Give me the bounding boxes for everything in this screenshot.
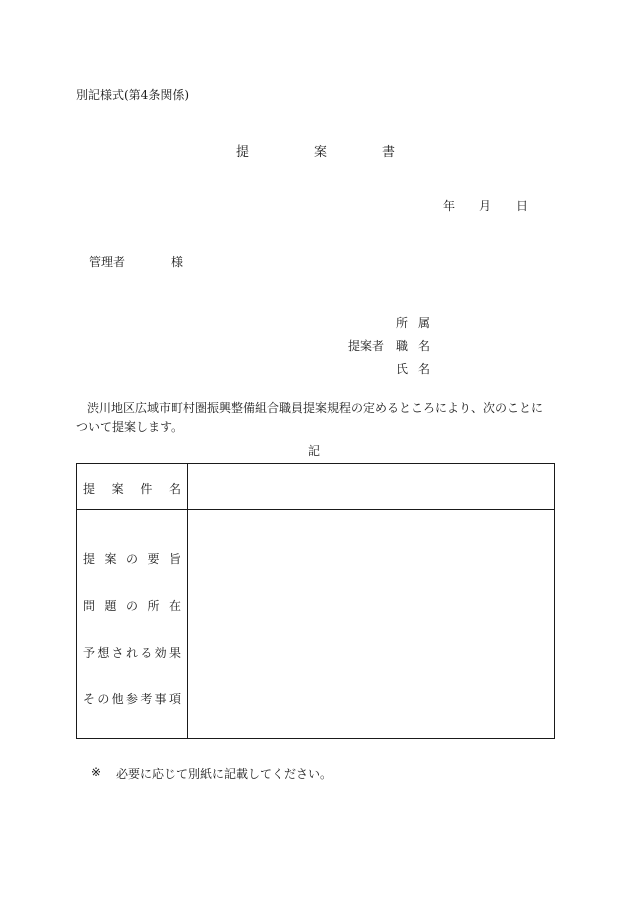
proposer-label-char: 名 [418, 362, 431, 376]
date-year: 年 [443, 199, 456, 213]
label-char: の [125, 599, 138, 613]
label-problem-location [83, 597, 181, 614]
label-char: 題 [104, 599, 117, 613]
title-char: 書 [382, 145, 396, 160]
label-char: 問 [83, 599, 96, 613]
label-char: 予 [83, 646, 96, 660]
label-char: 要 [147, 552, 160, 566]
label-char: 果 [168, 646, 181, 660]
table-divider [187, 464, 188, 738]
proposer-label-char: 所 [396, 316, 409, 330]
label-char: 提 [83, 552, 96, 566]
title-char: 提 [236, 145, 250, 160]
note-text: 必要に応じて別紙に記載してください。 [116, 767, 333, 781]
label-char: 提 [83, 482, 96, 496]
label-char: れ [125, 646, 138, 660]
label-char: 事 [154, 692, 167, 706]
label-char: 効 [154, 646, 167, 660]
label-char: 考 [140, 692, 153, 706]
label-char: 名 [168, 482, 181, 496]
proposer-label-char: 職 [396, 339, 409, 353]
proposer-row-name [348, 357, 440, 380]
date-line [443, 197, 528, 214]
proposal-table [76, 463, 555, 739]
label-char: の [97, 692, 110, 706]
note-mark: ※ [91, 765, 102, 779]
label-char: 在 [168, 599, 181, 613]
proposer-label-char: 氏 [396, 362, 409, 376]
label-char: る [140, 646, 153, 660]
label-char: 想 [97, 646, 110, 660]
addressee-label: 管理者 [89, 255, 126, 269]
label-char: 項 [168, 692, 181, 706]
label-expected-effect [83, 644, 181, 661]
proposer-block [348, 311, 440, 380]
label-char: 案 [104, 552, 117, 566]
proposer-group-label: 提案者 [348, 339, 385, 353]
label-char: 他 [111, 692, 124, 706]
proposer-row-position [348, 334, 440, 357]
ki-heading: 記 [308, 444, 321, 458]
proposer-label-char: 名 [418, 339, 431, 353]
label-proposal-name [83, 480, 181, 497]
title-char: 案 [314, 145, 328, 160]
date-month: 月 [479, 199, 492, 213]
addressee [89, 253, 183, 270]
label-char: さ [111, 646, 124, 660]
proposer-row-affiliation [348, 311, 440, 334]
label-proposal-summary [83, 550, 181, 567]
label-other-references [83, 690, 181, 707]
body-paragraph: 渋川地区広域市町村圏振興整備組合職員提案規程の定めるところにより、次のことについて提案します。 [76, 401, 544, 434]
label-char: 参 [125, 692, 138, 706]
document-title [236, 141, 395, 160]
label-char: 旨 [168, 552, 181, 566]
proposer-label-char: 属 [418, 316, 431, 330]
addressee-suffix: 様 [171, 255, 184, 269]
label-char: 所 [147, 599, 160, 613]
label-char: 件 [140, 482, 153, 496]
label-char: 案 [111, 482, 124, 496]
form-reference: 別記様式(第4条関係) [76, 88, 189, 102]
date-day: 日 [516, 199, 529, 213]
label-char: そ [83, 692, 96, 706]
footnote [91, 765, 332, 782]
label-char: の [125, 552, 138, 566]
